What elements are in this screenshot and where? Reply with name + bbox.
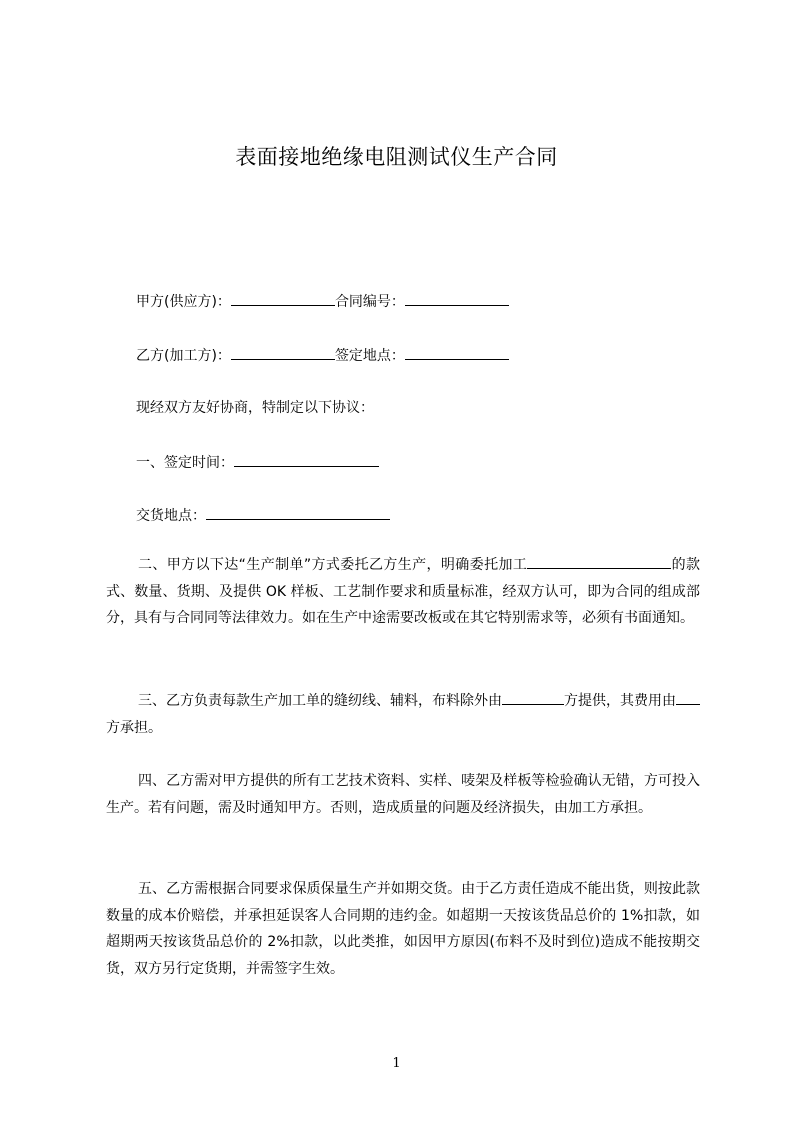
contract-no-blank [405, 291, 509, 306]
party-b-line [136, 345, 509, 366]
clause-3-text-a: 三、乙方负责每款生产加工单的缝纫线、辅料，布料除外由 [138, 693, 502, 709]
sign-time-blank [234, 452, 379, 467]
party-b-blank [231, 345, 335, 360]
contract-no-label: 合同编号： [334, 294, 405, 310]
intro-text: 现经双方友好协商，特制定以下协议： [136, 400, 374, 416]
party-a-line [136, 291, 509, 312]
sign-time-label: 一、签定时间： [136, 455, 234, 471]
page-number: 1 [392, 1056, 401, 1071]
delivery-place-label: 交货地点： [136, 508, 206, 524]
clause-3-blank-b [676, 690, 700, 705]
clause-4 [106, 768, 700, 821]
intro-line [136, 398, 374, 418]
delivery-place-blank [206, 505, 390, 520]
clause-3-text-b: 方提供，其费用由 [564, 693, 676, 709]
delivery-place-line [136, 505, 390, 526]
sign-place-blank [405, 345, 509, 360]
clause-2-blank-b [639, 554, 671, 569]
sign-time-line [136, 452, 379, 473]
contract-title: 表面接地绝缘电阻测试仪生产合同 [235, 145, 558, 169]
clause-3-text-c: 方承担。 [106, 719, 162, 736]
clause-5-text: 五、乙方需根据合同要求保质保量生产并如期交货。由于乙方责任造成不能出货，则按此款数量的成本价赔偿，并承担延误客人合同期的违约金。如超期一天按该货品总价的 1%扣款，如超期两天按该货品总价的 2%扣款，以此类推，如因甲方原因(布料不及时到位)造成不能按期交货，双方另行定货期，并需签字生效。 [106, 881, 700, 977]
clause-2-text-a: 二、甲方以下达“生产制单”方式委托乙方生产，明确委托加工 [138, 557, 528, 573]
sign-place-label: 签定地点： [334, 348, 405, 364]
clause-2 [106, 552, 700, 632]
party-a-blank [231, 291, 335, 306]
clause-5 [106, 876, 700, 982]
party-a-label: 甲方(供应方)： [136, 294, 231, 310]
clause-4-text: 四、乙方需对甲方提供的所有工艺技术资料、实样、唛架及样板等检验确认无错，方可投入生产。若有问题，需及时通知甲方。否则，造成质量的问题及经济损失，由加工方承担。 [106, 773, 700, 816]
clause-3-blank-a [502, 690, 564, 705]
clause-2-text-b: 的款式、数量、货期、及提供 OK 样板、工艺制作要求和质量标准，经双方认可，即为合同的组成部分，具有与合同同等法律效力。如在生产中途需要改板或在其它特别需求等，必须有书面通知。 [106, 557, 700, 626]
party-b-label: 乙方(加工方)： [136, 348, 231, 364]
clause-2-blank-a [527, 554, 639, 569]
clause-3 [106, 688, 700, 741]
